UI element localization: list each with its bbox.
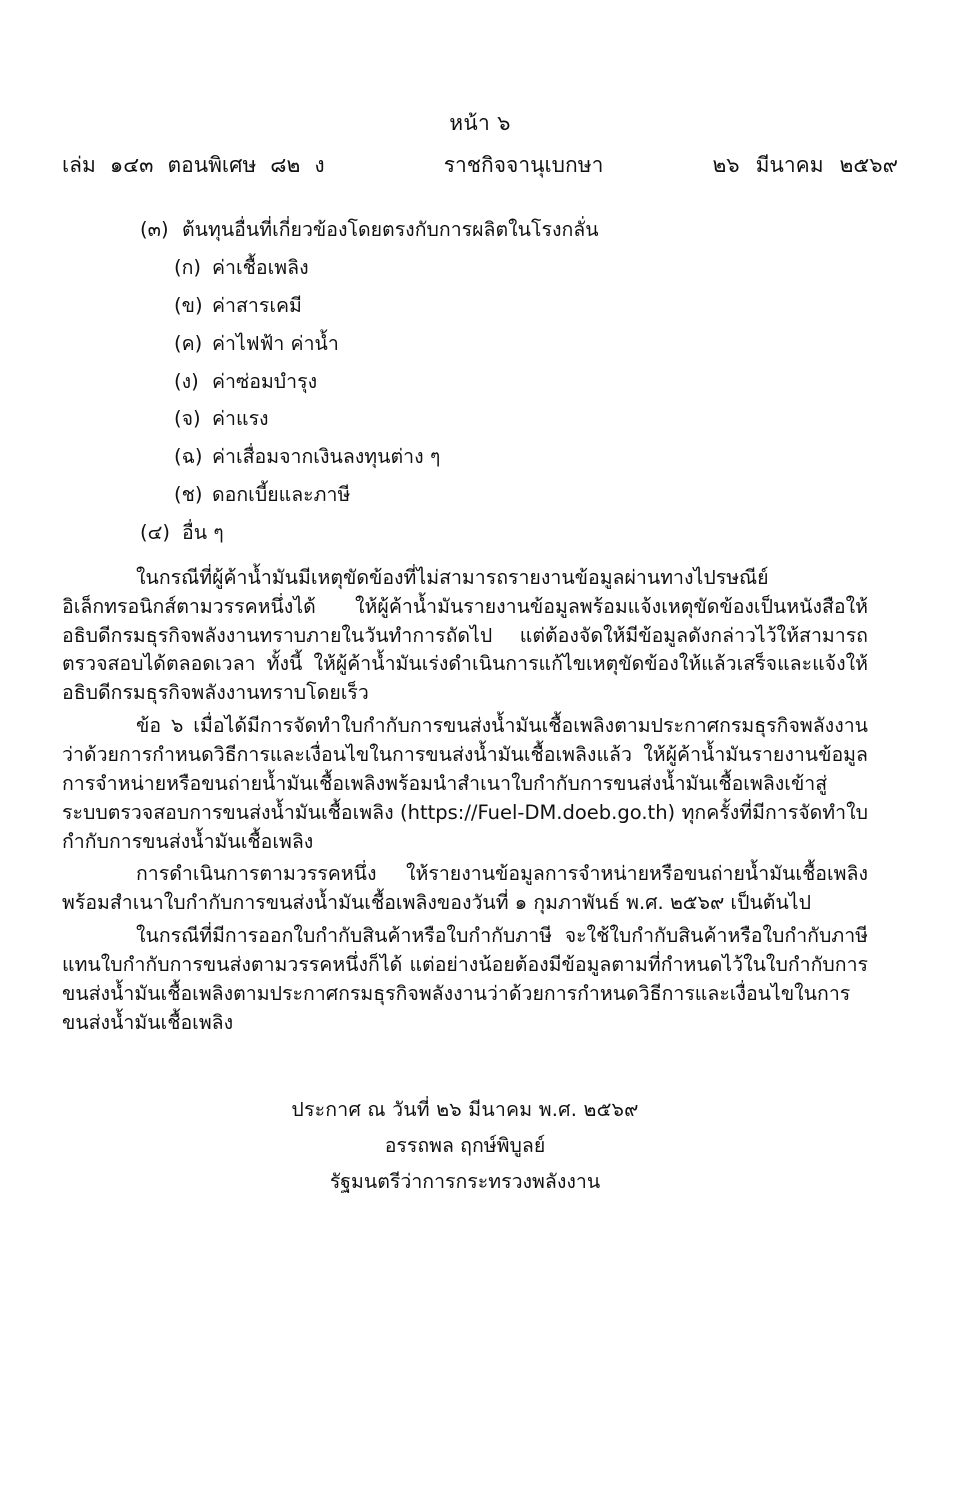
- header-date-group: [712, 149, 898, 182]
- list-marker: (ก): [174, 255, 202, 279]
- list-item-text: ค่าเชื้อเพลิง: [212, 255, 309, 279]
- list-marker: (ช): [174, 483, 203, 507]
- list-marker: (๔): [140, 520, 170, 544]
- document-header: [0, 149, 960, 182]
- list-marker: (ฉ): [174, 445, 203, 469]
- paragraph-2-text-after: ทุกครั้งที่มีการจัดทำใบกำกับการขนส่งน้ำมันเชื้อเพลิง: [62, 800, 869, 853]
- header-volume-group: [62, 149, 325, 182]
- date-month: มีนาคม: [755, 153, 824, 178]
- paragraph-1: ในกรณีที่ผู้ค้าน้ำมันมีเหตุขัดข้องที่ไม่สามารถรายงานข้อมูลผ่านทางไปรษณีย์อิเล็กทรอนิกส์ตามวรรคหนึ่งได้ ให้ผู้ค้าน้ำมันรายงานข้อมูลพร้อมแจ้งเหตุขัดข้องเป็นหนังสือให้อธิบดีกรมธุรกิจพลังงานทราบภายในวันทำการถัดไป แต่ต้องจัดให้มีข้อมูลดังกล่าวไว้ให้สามารถตรวจสอบได้ตลอดเวลา ทั้งนี้ ให้ผู้ค้าน้ำมันเร่งดำเนินการแก้ไขเหตุขัดข้องให้แล้วเสร็จและแจ้งให้อธิบดีกรมธุรกิจพลังงานทราบโดยเร็ว: [62, 565, 868, 705]
- list-marker: (๓): [140, 218, 169, 242]
- document-body: [0, 216, 960, 1200]
- list-item: [174, 330, 868, 359]
- volume-number: ๑๔๓: [109, 153, 154, 178]
- paragraph-2: [62, 712, 868, 856]
- signature-block: [62, 1092, 868, 1200]
- list-item-text: ค่าเสื่อมจากเงินลงทุนต่าง ๆ: [212, 445, 441, 469]
- announcement-date: ประกาศ ณ วันที่ ๒๖ มีนาคม พ.ศ. ๒๕๖๙: [291, 1097, 639, 1121]
- list-item-text: ดอกเบี้ยและภาษี: [212, 483, 351, 507]
- spacer: [62, 557, 868, 560]
- list-item: [140, 216, 868, 245]
- gazette-title: ราชกิจจานุเบกษา: [443, 153, 604, 178]
- gazette-page: [0, 112, 960, 1491]
- signer-name: อรรถพล ฤกษ์พิบูลย์: [384, 1133, 546, 1157]
- paragraph-2-text-before: ข้อ ๖ เมื่อได้มีการจัดทำใบกำกับการขนส่งน้ำมันเชื้อเพลิงตามประกาศกรมธุรกิจพลังงานว่าด้วยการกำหนดวิธีการและเงื่อนไขในการขนส่งน้ำมันเชื้อเพลิงแล้ว ให้ผู้ค้าน้ำมันรายงานข้อมูลการจำหน่ายหรือขนถ่ายน้ำมันเชื้อเพลิงพร้อมนำสำเนาใบกำกับการขนส่งน้ำมันเชื้อเพลิงเข้าสู่ระบบตรวจสอบการขนส่งน้ำมันเชื้อเพลิง: [62, 714, 868, 824]
- list-item-text: ค่าซ่อมบำรุง: [212, 369, 318, 393]
- list-item-text: ค่าไฟฟ้า ค่าน้ำ: [212, 331, 339, 355]
- list-item: [174, 481, 868, 510]
- list-marker: (จ): [174, 407, 201, 431]
- section-number: ๘๒: [270, 153, 301, 178]
- list-marker: (ข): [174, 293, 203, 317]
- list-item: [174, 405, 868, 434]
- date-year: ๒๕๖๙: [839, 153, 898, 178]
- signer-title: รัฐมนตรีว่าการกระทรวงพลังงาน: [329, 1169, 601, 1193]
- date-day: ๒๖: [712, 153, 740, 178]
- list-item-text: อื่น ๆ: [182, 520, 224, 544]
- page-number: หน้า ๖: [449, 111, 511, 135]
- list-marker: (ค): [174, 331, 203, 355]
- list-item-text: ต้นทุนอื่นที่เกี่ยวข้องโดยตรงกับการผลิตในโรงกลั่น: [182, 218, 599, 242]
- paragraph-4: ในกรณีที่มีการออกใบกำกับสินค้าหรือใบกำกับภาษี จะใช้ใบกำกับสินค้าหรือใบกำกับภาษีแทนใบกำกับการขนส่งตามวรรคหนึ่งก็ได้ แต่อย่างน้อยต้องมีข้อมูลตามที่กำหนดไว้ในใบกำกับการขนส่งน้ำมันเชื้อเพลิงตามประกาศกรมธุรกิจพลังงานว่าด้วยการกำหนดวิธีการและเงื่อนไขในการขนส่งน้ำมันเชื้อเพลิง: [62, 924, 868, 1034]
- list-item-text: ค่าแรง: [212, 407, 269, 431]
- list-item: [174, 443, 868, 472]
- list-item: [174, 292, 868, 321]
- reporting-system-url: (https://Fuel-DM.doeb.go.th): [400, 800, 676, 824]
- volume-label: เล่ม: [62, 153, 96, 178]
- paragraph-3: การดำเนินการตามวรรคหนึ่ง ให้รายงานข้อมูลการจำหน่ายหรือขนถ่ายน้ำมันเชื้อเพลิงพร้อมสำเนาใบกำกับการขนส่งน้ำมันเชื้อเพลิงของวันที่ ๑ กุมภาพันธ์ พ.ศ. ๒๕๖๙ เป็นต้นไป: [62, 862, 868, 915]
- list-item: [140, 519, 868, 548]
- list-item: [174, 368, 868, 397]
- section-label: ตอนพิเศษ: [167, 153, 257, 178]
- section-suffix: ง: [314, 153, 325, 178]
- list-marker: (ง): [174, 369, 199, 393]
- list-item: [174, 254, 868, 283]
- list-item-text: ค่าสารเคมี: [212, 293, 302, 317]
